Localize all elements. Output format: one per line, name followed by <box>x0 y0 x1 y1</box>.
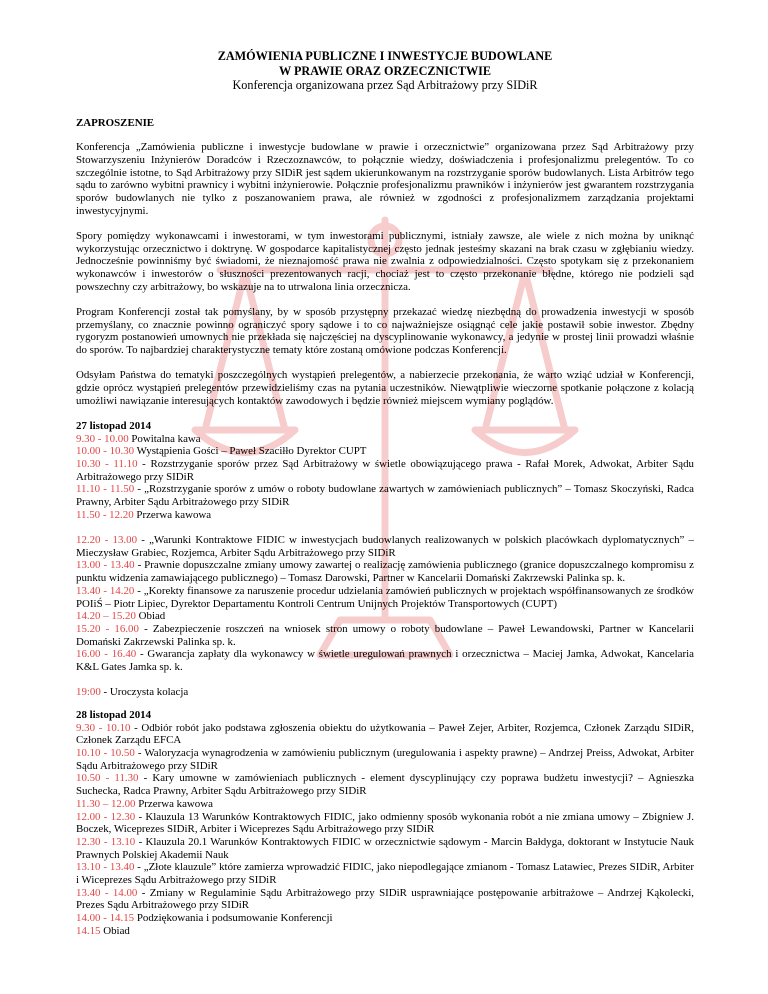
schedule-time: 10.10 - 10.50 <box>76 747 135 760</box>
schedule-item <box>76 445 694 458</box>
schedule-item <box>76 458 694 483</box>
schedule-text: - Zmiany w Regulaminie Sądu Arbitrażowego przy SIDiR usprawniające postępowanie arbitrażowe – Andrzej Kąkolecki, Prezes Sądu Arbitrażowego przy SIDiR <box>76 886 694 912</box>
spacer <box>76 674 694 687</box>
schedule-text: Przerwa kawowa <box>135 797 213 810</box>
schedule-text: - Uroczysta kolacja <box>100 686 189 699</box>
document-content <box>76 49 694 938</box>
schedule-time: 11.50 - 12.20 <box>76 508 134 521</box>
schedule-text: Przerwa kawowa <box>133 508 212 521</box>
invitation-paragraph: Odsyłam Państwa do tematyki poszczególnych wystąpień prelegentów, a nabierzecie przekonania, że warto wziąć udział w Konferencji, gdzie oprócz wystąpień prelegentów przewidzieliśmy czas na pytania uczestników. Niewątpliwie wieczorne spotkanie połączone z kolacją umożliwi nawiązanie interesujących kontaktów zawodowych i będzie również miejscem wymiany poglądów. <box>76 369 694 407</box>
schedule-text: - Rozstrzyganie sporów przez Sąd Arbitrażowy w świetle obowiązującego prawa - Rafał Morek, Adwokat, Arbiter Sądu Arbitrażowego przy SIDiR <box>76 457 694 483</box>
document-title-line2: W PRAWIE ORAZ ORZECZNICTWIE <box>278 63 492 78</box>
schedule-item <box>76 747 694 772</box>
schedule-item <box>76 559 694 584</box>
schedule-time: 16.00 - 16.40 <box>76 648 137 661</box>
day1-date: 27 listopad 2014 <box>76 419 152 432</box>
schedule-item <box>76 623 694 648</box>
invitation-paragraph: Spory pomiędzy wykonawcami i inwestorami, w tym inwestorami publicznymi, istniały zawsze, ale wiele z nich można by uniknąć wykorzystując orzecznictwo i doktrynę. W gospodarce kapitalistycznej często jednak jesteśmy skazani na brak czasu w zgłębianiu wiedzy. Jednocześnie powinniśmy być świadomi, że nieznajomość prawa nie zwalnia z odpowiedzialności. Często spotykam się z przekonaniem wykonawców i inwestorów o słuszności prezentowanych racji, chociaż jest to często przekonanie błędne, którego nie podzieli sąd powszechny czy arbitrażowy, bo wskazuje na to utrwalona linia orzecznicza. <box>76 229 694 293</box>
schedule-text: Obiad <box>135 610 166 623</box>
schedule-item <box>76 836 694 861</box>
schedule-item <box>76 925 694 938</box>
schedule-time: 14.00 - 14.15 <box>76 912 135 925</box>
schedule-text: - Gwarancja zapłaty dla wykonawcy w świetle uregulowań prawnych i orzecznictwa – Maciej Jamka, Adwokat, Kancelaria K&L Gates Jamka sp. k. <box>76 648 694 674</box>
schedule-item-evening <box>76 686 694 699</box>
schedule-time: 13.00 - 13.40 <box>76 559 135 572</box>
schedule-time: 11.10 - 11.50 <box>76 483 135 496</box>
schedule-item <box>76 811 694 836</box>
schedule-item <box>76 798 694 811</box>
schedule-time: 9.30 - 10.00 <box>76 432 129 445</box>
day2-date: 28 listopad 2014 <box>76 708 152 721</box>
schedule-time: 15.20 - 16.00 <box>76 622 139 635</box>
schedule-time: 19:00 <box>76 686 101 699</box>
schedule-text: - Kary umowne w zamówieniach publicznych - element dyscyplinujący czy poprawa budżetu inwestycji? – Agnieszka Suchecka, Radca Prawny, Arbiter Sądu Arbitrażowego przy SIDiR <box>76 772 694 798</box>
spacer <box>76 521 694 534</box>
schedule-text: Powitalna kawa <box>128 432 201 445</box>
schedule-time: 9.30 - 10.10 <box>76 721 131 734</box>
schedule-text: - Odbiór robót jako podstawa zgłoszenia obiektu do użytkowania – Paweł Zejer, Arbiter, Rozjemca, Członek Zarządu SIDiR, Członek Zarządu EFCA <box>76 721 694 747</box>
schedule-item <box>76 483 694 508</box>
schedule-time: 10.30 - 11.10 <box>76 457 138 470</box>
schedule-item <box>76 433 694 446</box>
invitation-paragraph: Program Konferencji został tak pomyślany, by w sposób przystępny przekazać wiedzę niezbędną do prowadzenia inwestycji w sposób przemyślany, co znacznie powinno ograniczyć spory sądowe i to co najważniejsze osiągnąć cele jakie postawił sobie inwestor. Zbędny rygoryzm postanowień umownych nie przekłada się najczęściej na dyscyplinowanie wykonawcy, a jedynie w prostej linii prowadzi właśnie do sporów. To najbardziej charakterystyczne tematy które zostaną omówione podczas Konferencji. <box>76 305 694 357</box>
schedule-text: - „Korekty finansowe za naruszenie procedur udzielania zamówień publicznych w projektach współfinansowanych ze środków POIiŚ – Piotr Lipiec, Dyrektor Departamentu Kontroli Centrum Unijnych Projektów Transportowych (CUPT) <box>76 584 694 610</box>
schedule-text: - „Warunki Kontraktowe FIDIC w inwestycjach budowlanych realizowanych w polskich placówkach dyplomatycznych” – Mieczysław Grabiec, Rozjemca, Arbiter Sądu Arbitrażowego przy SIDiR <box>76 533 694 559</box>
schedule-time: 12.00 - 12.30 <box>76 810 136 823</box>
schedule-text: - Prawnie dopuszczalne zmiany umowy zawartej o realizację zamówienia publicznego (granice dopuszczalnego kompromisu z punktu widzenia zamawiającego publicznego) – Tomasz Darowski, Partner w Kancelarii Domański Zakrzewski Palinka sp. k. <box>76 559 694 585</box>
document-subtitle: Konferencja organizowana przez Sąd Arbitrażowy przy SIDiR <box>232 78 538 92</box>
schedule-item <box>76 648 694 673</box>
schedule-item <box>76 722 694 747</box>
schedule-text: - Klauzula 13 Warunków Kontraktowych FIDIC, jako odmienny sposób wykonania robót a nie zmiana umowy – Zbigniew J. Boczek, Wiceprezes SIDiR, Arbiter i Wiceprezes Sądu Arbitrażowego przy SIDiR <box>76 810 694 836</box>
schedule-time: 10.50 - 11.30 <box>76 772 139 785</box>
schedule-item <box>76 509 694 522</box>
schedule-time: 14.20 – 15.20 <box>76 610 136 623</box>
schedule-time: 13.10 - 13.40 <box>76 861 135 874</box>
schedule-text: - Zabezpieczenie roszczeń na wniosek stron umowy o roboty budowlane – Paweł Lewandowski, Partner w Kancelarii Domański Zakrzewski Palinka sp. k. <box>76 622 694 648</box>
schedule-time: 12.30 - 13.10 <box>76 835 136 848</box>
schedule-time: 10.00 - 10.30 <box>76 445 135 458</box>
schedule-item <box>76 861 694 886</box>
invitation-paragraph: Konferencja „Zamówienia publiczne i inwestycje budowlane w prawie i orzecznictwie” organizowana przez Sąd Arbitrażowy przy Stowarzyszeniu Inżynierów Doradców i Rzeczoznawców, to połącznie wiedzy, doświadczenia i profesjonalizmu prelegentów. To co szczególnie istotne, to Sąd Arbitrażowy przy SIDiR jest sądem ukierunkowanym na rozstrzyganie sporów budowlanych. Lista Arbitrów tego sądu to zarówno wybitni prawnicy i wybitni inżynierowie. Połącznie profesjonalizmu prawników i inżynierów jest gwarantem rozstrzygania sporów budowlanych nie tylko z poszanowaniem prawa, ale również w zgodności z profesjonalizmem zarządzania projektami inwestycyjnymi. <box>76 141 694 217</box>
schedule-time: 12.20 - 13.00 <box>76 533 138 546</box>
schedule-text: Podziękowania i podsumowanie Konferencji <box>134 912 333 925</box>
schedule-text: - Klauzula 20.1 Warunków Kontraktowych FIDIC w orzecznictwie sądowym - Marcin Bałdyga, doktorant w Instytucie Nauk Prawnych Polskiej Akademii Nauk <box>76 835 694 861</box>
schedule-item <box>76 887 694 912</box>
day1-schedule <box>76 433 694 699</box>
schedule-item <box>76 912 694 925</box>
schedule-text: - „Złote klauzule” które zamierza wprowadzić FIDIC, jako niepodlegające zmianom - Tomasz Latawiec, Prezes SIDiR, Arbiter i Wiceprezes Sądu Arbitrażowego przy SIDiR <box>76 861 694 887</box>
schedule-time: 11.30 – 12.00 <box>76 797 136 810</box>
schedule-text: Wystąpienia Gości – Paweł Szaciłło Dyrektor CUPT <box>134 445 367 458</box>
schedule-time: 14.15 <box>76 924 101 937</box>
schedule-item <box>76 585 694 610</box>
invitation-heading: ZAPROSZENIE <box>76 116 155 129</box>
schedule-text: - „Rozstrzyganie sporów z umów o roboty budowlane zawartych w zamówieniach publicznych” – Tomasz Skoczyński, Radca Prawny, Arbiter Sądu Arbitrażowego przy SIDiR <box>76 483 694 509</box>
schedule-text: Obiad <box>100 924 130 937</box>
day2-schedule <box>76 722 694 938</box>
schedule-text: - Waloryzacja wynagrodzenia w zamówieniu publicznym (uregulowania i aspekty prawne) – Andrzej Preiss, Adwokat, Arbiter Sądu Arbitrażowego przy SIDiR <box>76 747 694 772</box>
document-title-line1: ZAMÓWIENIA PUBLICZNE I INWESTYCJE BUDOWLANE <box>217 49 553 63</box>
schedule-time: 13.40 - 14.20 <box>76 584 135 597</box>
schedule-time: 13.40 - 14.00 <box>76 886 138 899</box>
schedule-item <box>76 772 694 797</box>
schedule-item <box>76 610 694 623</box>
schedule-item <box>76 534 694 559</box>
